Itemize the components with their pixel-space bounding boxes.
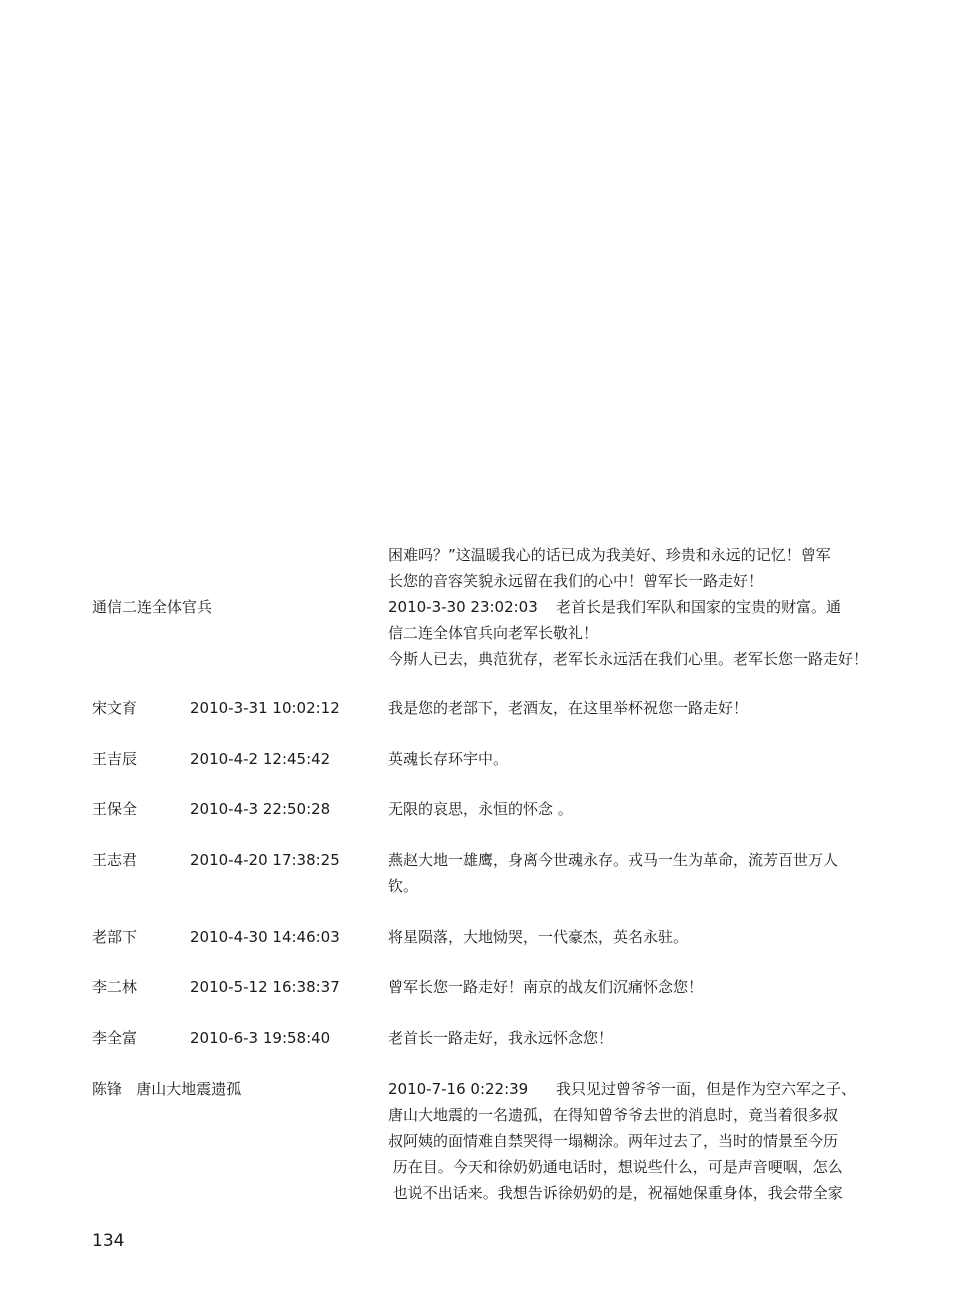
entry-message-line: 钦。 [388,877,419,895]
intro-line-1: 困难吗？”这温暖我心的话已成为我美好、珍贵和永远的记忆！曾军 [388,546,831,564]
entry-timestamp: 2010-3-31 10:02:12 [190,699,340,717]
entry-author: 王志君 [92,851,138,869]
entry-message-line: 英魂长存环宇中。 [388,750,509,768]
entry-message-line: 无限的哀思，永恒的怀念 。 [388,800,573,818]
entry-author: 李全富 [92,1029,138,1047]
entry-message-line: 将星陨落，大地恸哭，一代豪杰，英名永驻。 [388,928,689,946]
entry-message-line: 信二连全体官兵向老军长敬礼！ [388,624,599,642]
entry-message-line: 今斯人已去，典范犹存，老军长永远活在我们心里。老军长您一路走好！ [388,650,869,668]
entry-author: 王吉辰 [92,750,138,768]
entry-message-line: 曾军长您一路走好！南京的战友们沉痛怀念您！ [388,978,704,996]
entry-author: 老部下 [92,928,138,946]
entry-timestamp: 2010-5-12 16:38:37 [190,978,340,996]
entry-message-line: 老首长一路走好，我永远怀念您！ [388,1029,614,1047]
entry-message-line: 燕赵大地一雄鹰，身离今世魂永存。戎马一生为革命，流芳百世万人 [388,851,839,869]
entry-message-text: 我只见过曾爷爷一面，但是作为空六军之子、 [556,1080,857,1098]
entry-message-text: 老首长是我们军队和国家的宝贵的财富。通 [556,598,842,616]
entry-message-line: 唐山大地震的一名遗孤，在得知曾爷爷去世的消息时，竟当着很多叔 [388,1106,839,1124]
entry-author: 陈锋 唐山大地震遗孤 [92,1080,242,1098]
entry-message-line: 叔阿姨的面情难自禁哭得一塌糊涂。两年过去了，当时的情景至今历 [388,1132,839,1150]
entry-message-line: 我是您的老部下，老酒友，在这里举杯祝您一路走好！ [388,699,749,717]
entry-timestamp: 2010-6-3 19:58:40 [190,1029,331,1047]
entry-author: 王保全 [92,800,138,818]
entry-message-line [388,1079,856,1099]
entry-timestamp: 2010-4-30 14:46:03 [190,928,340,946]
entry-author: 通信二连全体官兵 [92,598,213,616]
entry-author: 李二林 [92,978,138,996]
entry-message-line [388,597,841,617]
entry-author: 宋文育 [92,699,138,717]
entry-message-line: 也说不出话来。我想告诉徐奶奶的是，祝福她保重身体，我会带全家 [388,1184,843,1202]
entry-timestamp: 2010-4-2 12:45:42 [190,750,331,768]
intro-line-2: 长您的音容笑貌永远留在我们的心中！曾军长一路走好！ [388,572,764,590]
entry-timestamp: 2010-7-16 0:22:39 [388,1080,529,1098]
page-number: 134 [92,1231,125,1251]
entry-timestamp: 2010-4-3 22:50:28 [190,800,331,818]
entry-timestamp: 2010-4-20 17:38:25 [190,851,340,869]
entry-timestamp: 2010-3-30 23:02:03 [388,598,538,616]
entry-message-line: 历在目。今天和徐奶奶通电话时，想说些什么，可是声音哽咽，怎么 [388,1158,843,1176]
